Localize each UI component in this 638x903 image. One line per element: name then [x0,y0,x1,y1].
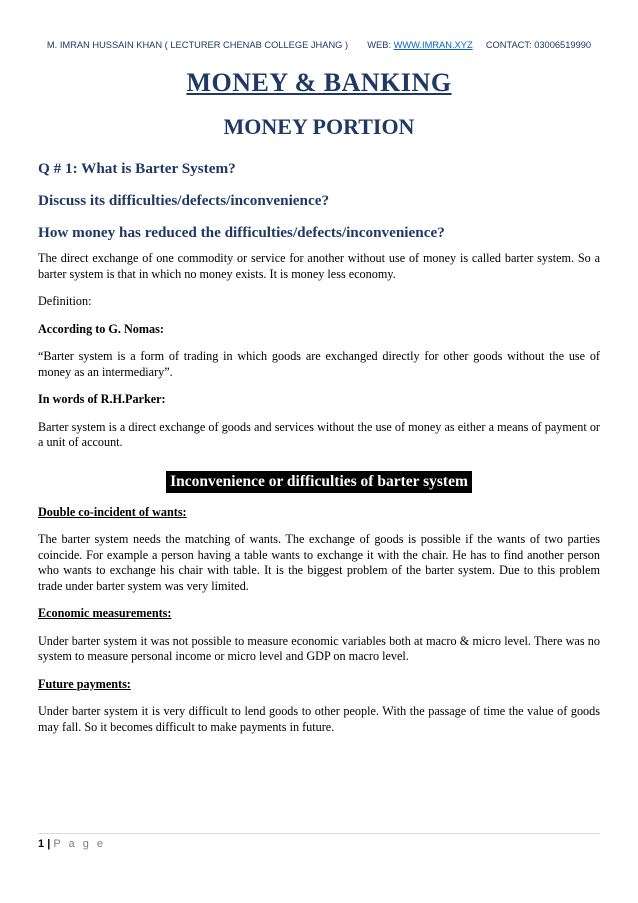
nomas-heading: According to G. Nomas: [38,321,164,336]
document-title: MONEY & BANKING [186,68,452,97]
page-label: P a g e [53,838,106,850]
header-web-link[interactable]: WWW.IMRAN.XYZ [393,40,473,50]
document-subtitle: MONEY PORTION [223,114,415,139]
section-paragraph: The barter system needs the matching of wants. The exchange of goods is possible if the wants of two parties coincide. For example a person having a table wants to exchange it with the chair. He has to find another person who wants to exchange his chair with table. It is the biggest problem of the barter system. Due to this problem trade under barter system was very limited. [38,532,600,593]
parker-definition: Barter system is a direct exchange of goods and services without the use of money as either a means of payment or a unit of account. [38,419,600,449]
section-heading: Economic measurements: [38,606,172,620]
section-paragraph: Under barter system it was not possible to measure economic variables both at macro & micro level. There was no system to measure personal income or micro level and GDP on macro level. [38,633,600,663]
intro-paragraph: The direct exchange of one commodity or service for another without use of money is called barter system. So a barter system is that in which no money exists. It is money less economy. [38,251,600,281]
footer-separator: | [47,838,51,850]
definition-label: Definition: [38,294,92,308]
section-banner-wrap [38,471,600,493]
footer-divider [38,833,600,834]
page-footer [38,838,106,850]
nomas-definition: “Barter system is a form of trading in which goods are exchanged directly for other goods without the use of money as an intermediary”. [38,349,600,379]
document-body [38,160,600,747]
section-heading: Future payments: [38,676,131,691]
question-1: Q # 1: What is Barter System? [38,160,236,177]
header-contact: CONTACT: 03006519990 [485,40,592,50]
question-3: How money has reduced the difficulties/defects/inconvenience? [38,224,445,241]
parker-heading: In words of R.H.Parker: [38,392,166,406]
question-2: Discuss its difficulties/defects/inconvenience? [38,192,330,209]
section-heading: Double co-incident of wants: [38,504,187,519]
page-number: 1 [38,838,45,850]
header-author: M. IMRAN HUSSAIN KHAN ( LECTURER CHENAB COLLEGE JHANG ) [46,40,349,50]
section-paragraph: Under barter system it is very difficult to lend goods to other people. With the passage of time the value of goods may fall. So it becomes difficult to make payments in future. [38,704,600,734]
section-banner: Inconvenience or difficulties of barter system [166,471,472,493]
page-header [0,40,638,50]
header-web-label: WEB: [367,40,392,50]
